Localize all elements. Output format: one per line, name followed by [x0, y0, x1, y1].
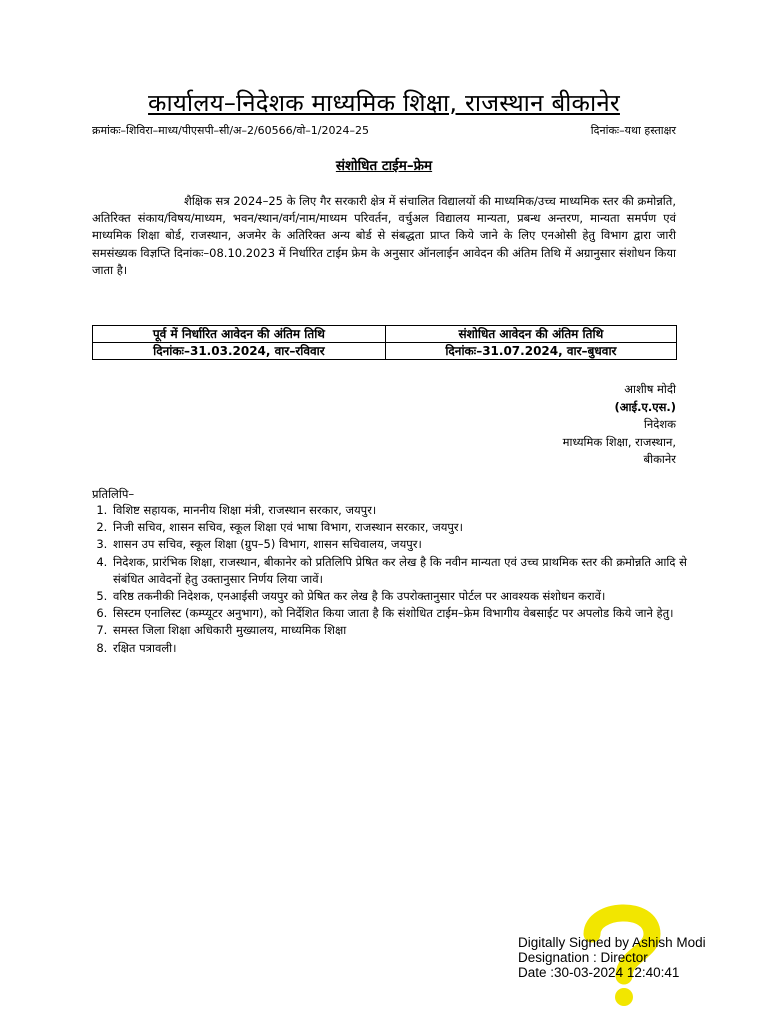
list-item: 2. निजी सचिव, शासन सचिव, स्कूल शिक्षा एवं भाषा विभाग, राजस्थान सरकार, जयपुर। — [111, 519, 697, 536]
signatory-name: आशीष मोदी — [624, 382, 676, 396]
list-item: 1. विशिष्ट सहायक, माननीय शिक्षा मंत्री, राजस्थान सरकार, जयपुर। — [111, 502, 697, 519]
list-item: 6. सिस्टम एनालिस्ट (कम्प्यूटर अनुभाग), को निर्देशित किया जाता है कि संशोधित टाईम–फ्रेम विभागीय वेबसाईट पर अपलोड किये जाने हेतु। — [111, 605, 697, 622]
digital-signature-signer: Digitally Signed by Ashish Modi — [518, 935, 706, 950]
list-item: 7. समस्त जिला शिक्षा अधिकारी मुख्यालय, माध्यमिक शिक्षा — [111, 622, 697, 639]
table-row — [93, 343, 677, 360]
signatory-block — [563, 381, 676, 469]
office-title: कार्यालय–निदेशक माध्यमिक शिक्षा, राजस्थान बीकानेर — [148, 89, 620, 117]
signatory-service: (आई.ए.एस.) — [614, 399, 676, 414]
table-header-cell: पूर्व में निर्धारित आवेदन की अंतिम तिथि — [93, 326, 386, 343]
reference-number: क्रमांकः–शिविरा–माध्य/पीएसपी–सी/अ–2/60566/वो–1/2024–25 — [92, 124, 370, 137]
copies-heading: प्रतिलिपि– — [92, 487, 135, 501]
digital-signature-stamp — [518, 935, 758, 980]
signatory-designation: निदेशक — [643, 417, 676, 431]
digital-signature-designation: Designation : Director — [518, 950, 648, 965]
dates-table — [92, 325, 677, 360]
list-item: 8. रक्षित पत्रावली। — [111, 640, 697, 657]
subject-heading: संशोधित टाईम–फ्रेम — [335, 158, 433, 174]
list-item: 4. निदेशक, प्रारंभिक शिक्षा, राजस्थान, बीकानेर को प्रतिलिपि प्रेषित कर लेख है कि नवीन मान्यता एवं उच्च प्राथमिक स्तर की क्रमोन्नति आदि से संबंधित आवेदनों हेतु उक्तानुसार निर्णय लिया जावें। — [111, 554, 697, 588]
signatory-office: माध्यमिक शिक्षा, राजस्थान, — [562, 434, 676, 449]
table-header-cell: संशोधित आवेदन की अंतिम तिथि — [385, 326, 676, 343]
copies-list — [92, 502, 697, 657]
list-item: 3. शासन उप सचिव, स्कूल शिक्षा (ग्रुप–5) विभाग, शासन सचिवालय, जयपुर। — [111, 536, 697, 553]
signatory-place: बीकानेर — [643, 452, 676, 466]
list-item: 5. वरिष्ठ तकनीकी निदेशक, एनआईसी जयपुर को प्रेषित कर लेख है कि उपरोक्तानुसार पोर्टल पर आवश्यक संशोधन करावें। — [111, 588, 697, 605]
reference-line — [92, 123, 676, 138]
issue-date: दिनांकः–यथा हस्ताक्षर — [590, 124, 676, 137]
digital-signature-date: Date :30-03-2024 12:40:41 — [518, 965, 680, 980]
table-cell-old-date: दिनांकः–31.03.2024, वार–रविवार — [93, 343, 386, 360]
table-header-row — [93, 326, 677, 343]
table-cell-new-date: दिनांकः–31.07.2024, वार–बुधवार — [385, 343, 676, 360]
body-paragraph: शैक्षिक सत्र 2024–25 के लिए गैर सरकारी क्षेत्र में संचालित विद्यालयों की माध्यमिक/उच्च माध्यमिक स्तर की क्रमोन्नति, अतिरिक्त संकाय/विषय/माध्यम, भवन/स्थान/वर्ग/नाम/माध्यम परिवर्तन, वर्चुअल विद्यालय मान्यता, प्रबन्ध अन्तरण, मान्यता समर्पण एवं माध्यमिक शिक्षा बोर्ड, राजस्थान, अजमेर के अतिरिक्त अन्य बोर्ड से संबद्धता प्राप्त किये जाने के लिए एनओसी हेतु विभाग द्वारा जारी समसंख्यक विज्ञप्ति दिनांकः–08.10.2023 में निर्धारित टाईम फ्रेम के अनुसार ऑनलाईन आवेदन की अंतिम तिथि में अग्रानुसार संशोधन किया जाता है। — [92, 194, 676, 277]
